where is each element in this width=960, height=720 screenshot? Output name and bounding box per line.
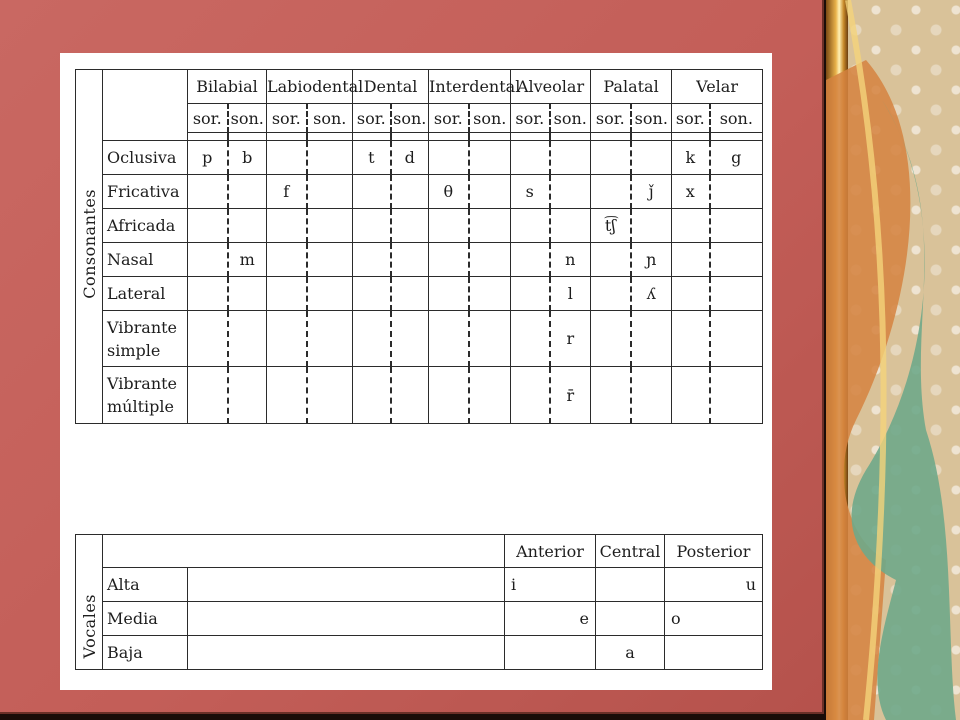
vowel-header-row <box>76 535 763 568</box>
spacer-cell <box>307 133 353 141</box>
vowel-column-header-central: Central <box>596 535 665 568</box>
vowel-cell-posterior: o <box>665 602 710 636</box>
phoneme-cell: t͡ʃ <box>591 209 631 243</box>
phoneme-cell <box>391 243 429 277</box>
phoneme-cell <box>591 367 631 424</box>
spacer-cell <box>267 133 307 141</box>
phoneme-cell <box>228 175 267 209</box>
phoneme-cell <box>710 175 763 209</box>
voicing-header: son. <box>631 104 672 133</box>
spacer-cell <box>591 133 631 141</box>
phoneme-cell <box>307 367 353 424</box>
phoneme-cell <box>631 367 672 424</box>
phoneme-cell <box>353 175 391 209</box>
spacer-cell <box>672 133 710 141</box>
phoneme-cell <box>672 243 710 277</box>
phoneme-cell: x <box>672 175 710 209</box>
phoneme-cell <box>672 277 710 311</box>
manner-label: Nasal <box>103 243 188 277</box>
phoneme-cell <box>188 243 228 277</box>
vowel-column-header-anterior: Anterior <box>505 535 596 568</box>
phoneme-cell <box>391 175 429 209</box>
vowel-empty-cell <box>188 568 505 602</box>
spacer-cell <box>188 133 228 141</box>
vowel-column-header-posterior: Posterior <box>665 535 763 568</box>
place-header-interdental: Interdental <box>429 70 511 104</box>
manner-row <box>76 367 763 424</box>
phoneme-cell <box>228 311 267 367</box>
vowel-table <box>75 534 763 670</box>
manner-label: Fricativa <box>103 175 188 209</box>
vowel-height-label: Media <box>103 602 188 636</box>
vowels-side-label: Vocales <box>79 594 99 659</box>
phoneme-cell: n <box>550 243 591 277</box>
phoneme-cell <box>307 243 353 277</box>
phoneme-cell <box>511 277 550 311</box>
phoneme-cell <box>591 175 631 209</box>
phoneme-cell <box>631 141 672 175</box>
phoneme-cell <box>391 209 429 243</box>
manner-label: Vibrante múltiple <box>103 367 188 424</box>
voicing-header: son. <box>307 104 353 133</box>
phoneme-cell: ɲ <box>631 243 672 277</box>
place-header-alveolar: Alveolar <box>511 70 591 104</box>
phoneme-cell <box>469 367 511 424</box>
vowel-cell-anterior <box>505 602 550 636</box>
phoneme-cell: d <box>391 141 429 175</box>
phoneme-cell <box>429 311 469 367</box>
voicing-header: son. <box>710 104 763 133</box>
phoneme-cell: θ <box>429 175 469 209</box>
manner-row <box>76 209 763 243</box>
vowel-cell-anterior <box>505 636 550 670</box>
phoneme-cell <box>429 209 469 243</box>
vowel-cell-posterior <box>710 636 763 670</box>
phoneme-cell <box>391 277 429 311</box>
phoneme-cell <box>353 367 391 424</box>
place-header-row <box>76 70 763 104</box>
phoneme-cell <box>511 243 550 277</box>
vowel-cell-posterior <box>665 636 710 670</box>
phoneme-cell <box>631 209 672 243</box>
vowel-corner-cell <box>103 535 505 568</box>
corner-cell <box>103 70 188 141</box>
vowel-empty-cell <box>188 602 505 636</box>
place-header-velar: Velar <box>672 70 763 104</box>
phoneme-cell <box>188 209 228 243</box>
phoneme-cell <box>710 311 763 367</box>
phoneme-cell <box>429 277 469 311</box>
phoneme-cell <box>188 175 228 209</box>
phoneme-cell <box>710 277 763 311</box>
spacer-cell <box>429 133 469 141</box>
phoneme-cell <box>307 209 353 243</box>
voicing-header: son. <box>391 104 429 133</box>
vowel-cell-central <box>596 568 665 602</box>
vowel-cell-anterior <box>550 568 596 602</box>
manner-label: Oclusiva <box>103 141 188 175</box>
voicing-header: sor. <box>591 104 631 133</box>
voicing-header: sor. <box>429 104 469 133</box>
phoneme-cell <box>511 367 550 424</box>
vowel-cell-central <box>596 602 665 636</box>
phoneme-cell <box>591 277 631 311</box>
consonants-side-label: Consonantes <box>79 189 99 299</box>
decorative-ribbon-art <box>826 0 960 720</box>
phoneme-cell <box>469 175 511 209</box>
manner-label: Lateral <box>103 277 188 311</box>
phoneme-cell <box>267 367 307 424</box>
phoneme-cell <box>188 367 228 424</box>
vowel-row <box>76 568 763 602</box>
phoneme-cell: f <box>267 175 307 209</box>
spacer-cell <box>511 133 550 141</box>
phoneme-cell <box>267 311 307 367</box>
phoneme-cell: t <box>353 141 391 175</box>
phoneme-cell <box>672 209 710 243</box>
phoneme-cell <box>228 277 267 311</box>
vowel-row <box>76 602 763 636</box>
phoneme-cell: r <box>550 311 591 367</box>
place-header-dental: Dental <box>353 70 429 104</box>
phoneme-cell <box>391 311 429 367</box>
phoneme-cell <box>429 367 469 424</box>
spacer-cell <box>631 133 672 141</box>
phoneme-cell <box>672 311 710 367</box>
phoneme-cell <box>591 311 631 367</box>
manner-row <box>76 243 763 277</box>
phoneme-cell <box>429 243 469 277</box>
voicing-header: son. <box>469 104 511 133</box>
phoneme-cell <box>550 175 591 209</box>
phoneme-cell <box>188 311 228 367</box>
vowel-cell-central: a <box>596 636 665 670</box>
voicing-header: sor. <box>267 104 307 133</box>
phoneme-cell <box>511 209 550 243</box>
spacer-cell <box>353 133 391 141</box>
phoneme-cell <box>228 367 267 424</box>
manner-label: Vibrante simple <box>103 311 188 367</box>
phoneme-cell: k <box>672 141 710 175</box>
voicing-header: son. <box>550 104 591 133</box>
place-header-bilabial: Bilabial <box>188 70 267 104</box>
phoneme-cell <box>353 277 391 311</box>
phoneme-cell: ʎ <box>631 277 672 311</box>
phoneme-cell <box>710 243 763 277</box>
phoneme-cell <box>469 311 511 367</box>
phoneme-cell <box>391 367 429 424</box>
phoneme-cell <box>353 209 391 243</box>
phoneme-cell <box>353 311 391 367</box>
manner-row <box>76 311 763 367</box>
voicing-header: sor. <box>353 104 391 133</box>
vowel-cell-posterior: u <box>710 568 763 602</box>
vowel-cell-anterior <box>550 636 596 670</box>
phoneme-cell: r̄ <box>550 367 591 424</box>
phoneme-cell <box>307 311 353 367</box>
phoneme-cell <box>511 141 550 175</box>
phoneme-cell <box>469 141 511 175</box>
manner-label: Africada <box>103 209 188 243</box>
vowel-cell-posterior <box>665 568 710 602</box>
phoneme-cell <box>469 209 511 243</box>
vowel-empty-cell <box>188 636 505 670</box>
vowel-cell-anterior: i <box>505 568 550 602</box>
spacer-cell <box>228 133 267 141</box>
phoneme-cell <box>550 141 591 175</box>
phoneme-cell <box>710 367 763 424</box>
phoneme-cell <box>511 311 550 367</box>
phoneme-cell <box>631 311 672 367</box>
phoneme-cell <box>267 209 307 243</box>
voicing-header: sor. <box>672 104 710 133</box>
phoneme-cell <box>591 243 631 277</box>
voicing-header: son. <box>228 104 267 133</box>
voicing-header: sor. <box>511 104 550 133</box>
vowel-height-label: Baja <box>103 636 188 670</box>
phoneme-cell <box>469 277 511 311</box>
phoneme-cell <box>550 209 591 243</box>
manner-row <box>76 175 763 209</box>
phoneme-cell <box>307 277 353 311</box>
phoneme-cell: b <box>228 141 267 175</box>
place-header-palatal: Palatal <box>591 70 672 104</box>
vowel-cell-anterior: e <box>550 602 596 636</box>
phoneme-cell <box>188 277 228 311</box>
vowel-row <box>76 636 763 670</box>
phoneme-cell: s <box>511 175 550 209</box>
phoneme-cell <box>307 175 353 209</box>
phoneme-cell: p <box>188 141 228 175</box>
vowel-height-label: Alta <box>103 568 188 602</box>
spacer-cell <box>550 133 591 141</box>
phoneme-cell: l <box>550 277 591 311</box>
vowels-side-cell <box>76 535 103 670</box>
manner-row <box>76 141 763 175</box>
phoneme-cell <box>228 209 267 243</box>
phoneme-cell <box>710 209 763 243</box>
phoneme-cell <box>307 141 353 175</box>
phoneme-cell <box>267 243 307 277</box>
phoneme-cell <box>591 141 631 175</box>
phoneme-cell <box>267 277 307 311</box>
consonant-table <box>75 69 763 424</box>
spacer-cell <box>391 133 429 141</box>
manner-row <box>76 277 763 311</box>
phoneme-cell <box>469 243 511 277</box>
phoneme-cell <box>353 243 391 277</box>
decorative-side-panel <box>826 0 960 720</box>
place-header-labiodental: Labiodental <box>267 70 353 104</box>
phoneme-cell: ǰ <box>631 175 672 209</box>
voicing-header: sor. <box>188 104 228 133</box>
consonants-side-cell <box>76 70 103 424</box>
phoneme-cell <box>429 141 469 175</box>
phoneme-cell <box>267 141 307 175</box>
phoneme-chart-document <box>60 53 772 690</box>
phoneme-cell <box>672 367 710 424</box>
phoneme-cell: m <box>228 243 267 277</box>
vowel-cell-posterior <box>710 602 763 636</box>
spacer-cell <box>710 133 763 141</box>
phoneme-cell: g <box>710 141 763 175</box>
spacer-cell <box>469 133 511 141</box>
